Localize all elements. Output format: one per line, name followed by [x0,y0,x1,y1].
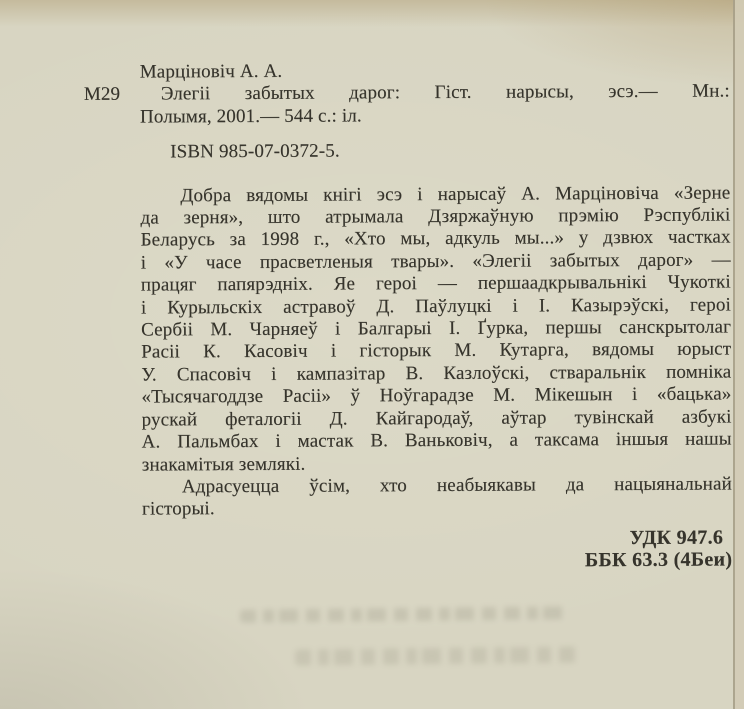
page-top-shadow [0,0,744,27]
annotation-line: і «У часе прасветленыя твары». «Элегіі забытых дарог» — [140,249,731,274]
annotation-line: знакамітыя землякі. [141,453,306,476]
ink-showthrough [240,606,570,622]
catalog-title-line: Элегіі забытых дарог: Гіст. нарысы, эсэ.— Мн.: [160,80,730,105]
annotation-line: да зерня», што атрымала Дзяржаўную прэмію Рэспублікі [140,204,731,229]
ink-showthrough [295,647,580,666]
author-line: Марціновіч А. А. [139,60,283,83]
annotation-line: Сербіі М. Чарняеў і Балгарыі І. Ґурка, першы санскрытолаг [141,316,732,341]
annotation-line: Расіі К. Касовіч і гісторык М. Кутарга, вядомы юрыст [141,338,732,364]
isbn-line: ISBN 985-07-0372-5. [170,140,340,163]
catalog-publisher-line: Полымя, 2001.— 544 с.: іл. [139,105,362,128]
udk-code: УДК 947.6 [629,526,724,549]
annotation-line: Беларусь за 1998 г., «Хто мы, адкуль мы...» у дзвюх частках [140,226,731,251]
bbk-code: ББК 63.3 (4Беи) [584,548,733,572]
annotation-paragraph [140,182,732,476]
address-line: гісторыі. [141,498,215,520]
annotation-line: рускай феталогіі Д. Кайгародаў, аўтар тувінскай азбукі [141,406,732,431]
annotation-line: Добра вядомы кнігі эсэ і нарысаў А. Марціновіча «Зерне [180,182,731,206]
catalog-code: М29 [83,84,121,106]
address-paragraph [142,473,732,521]
annotation-line: і Курыльскіх астравоў Д. Паўлуцкі і І. Казырэўскі, героі [140,294,731,319]
annotation-line: працяг папярэдніх. Яе героі — першаадкрывальнікі Чукоткі [140,271,731,296]
annotation-line: «Тысячагоддзе Расіі» ў Ноўгарадзе М. Мікешын і «бацька» [141,383,732,408]
classification-block [142,526,732,574]
address-line: Адрасуецца ўсім, хто неабыякавы да нацыянальнай [181,473,732,498]
catalog-entry-row [83,80,730,106]
page-right-edge [733,0,744,709]
annotation-line: У. Спасовіч і кампазітар В. Казлоўскі, стваральнік помніка [141,361,732,386]
imprint-content [83,58,733,574]
annotation-line: А. Пальмбах і мастак В. Ваньковіч, а таксама іншыя нашы [141,428,732,453]
